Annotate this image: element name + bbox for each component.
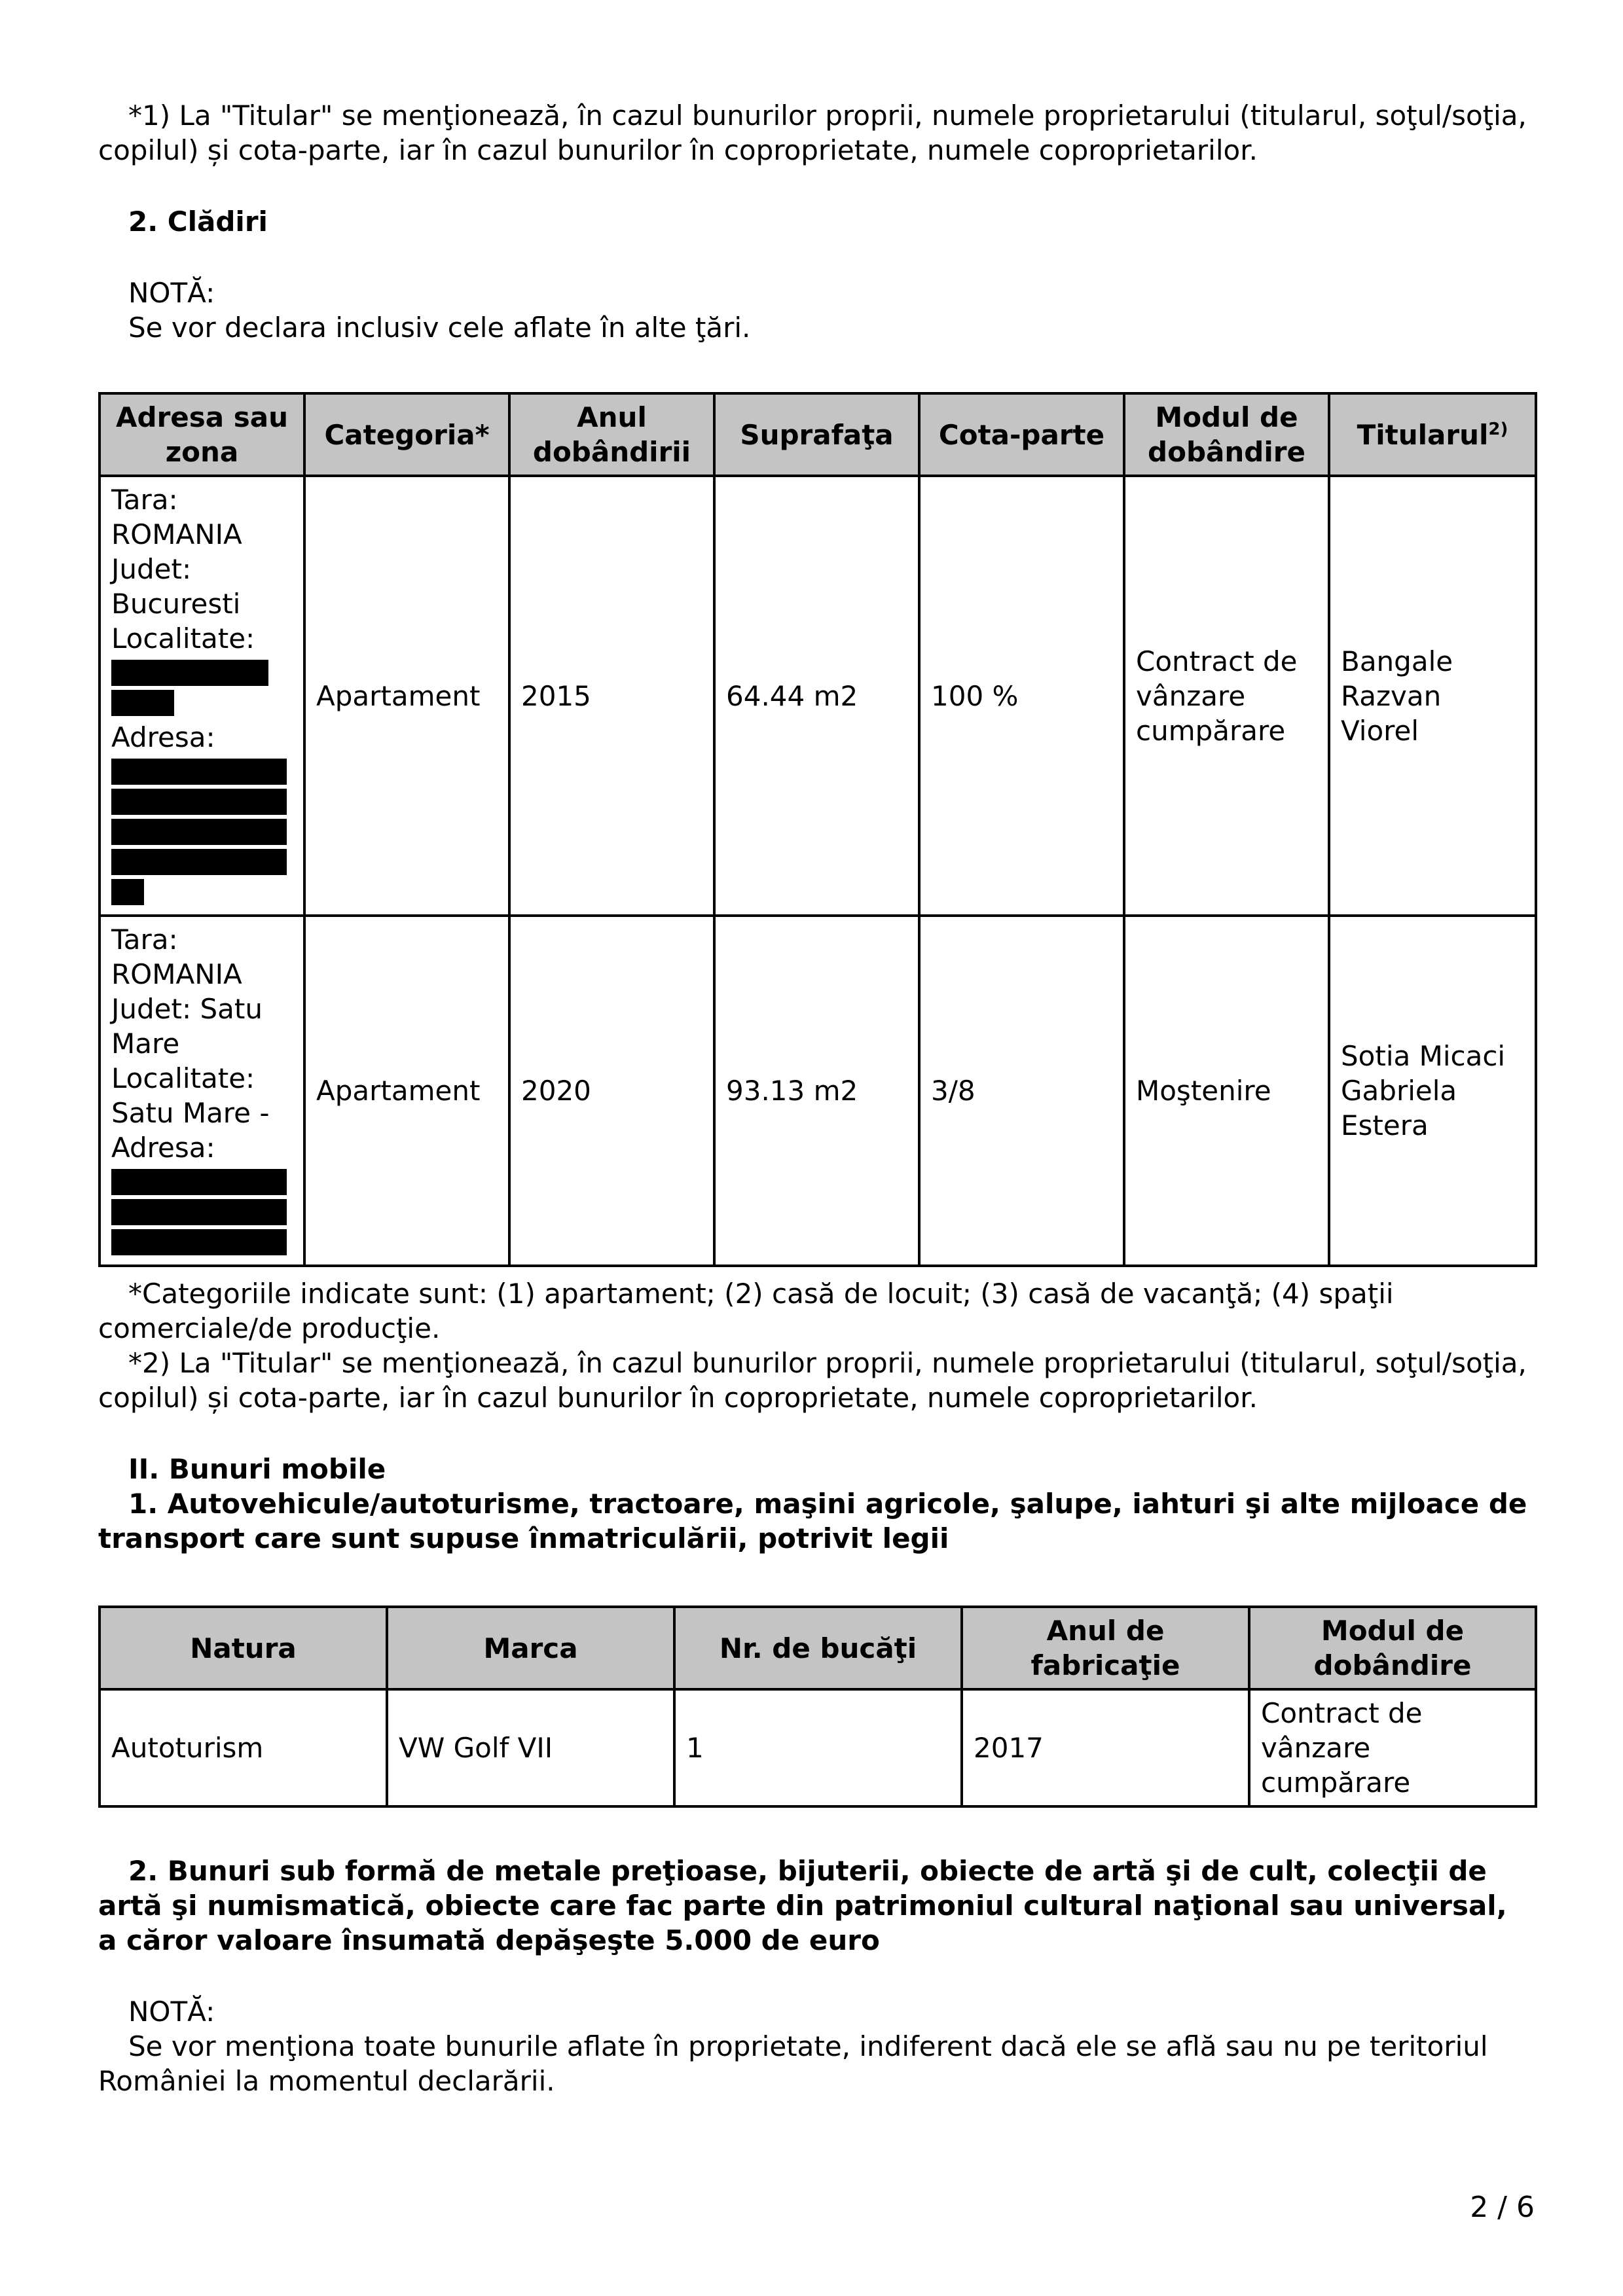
cell-anul: 2017 xyxy=(962,1689,1249,1806)
cell-cota: 3/8 xyxy=(919,916,1124,1266)
addr-line: Localitate: xyxy=(111,1062,255,1094)
table-header-row xyxy=(100,1607,1536,1689)
addr-line: Tara: xyxy=(111,924,178,956)
col-titular-label: Titularul xyxy=(1357,418,1489,451)
cell-anul: 2015 xyxy=(509,476,714,916)
col-marca: Marca xyxy=(387,1607,674,1689)
col-modul-dobandire: Modul de dobândire xyxy=(1249,1607,1536,1689)
col-natura: Natura xyxy=(100,1607,387,1689)
page-number: 2 / 6 xyxy=(1470,2191,1535,2224)
table-row xyxy=(100,476,1536,916)
nota-text: Se vor declara inclusiv cele aflate în alte ţări. xyxy=(128,312,751,344)
addr-line: ROMANIA xyxy=(111,518,242,550)
addr-line: Bucuresti xyxy=(111,588,241,620)
cell-titular: Bangale Razvan Viorel xyxy=(1329,476,1536,916)
section-heading-cladiri: 2. Clădiri xyxy=(128,206,268,238)
redaction-block xyxy=(111,849,287,875)
redaction-block xyxy=(111,660,268,686)
redaction-block xyxy=(111,1229,287,1255)
cell-categoria: Apartament xyxy=(304,476,509,916)
redaction-block xyxy=(111,1169,287,1195)
cell-cota: 100 % xyxy=(919,476,1124,916)
autovehicule-table xyxy=(98,1605,1537,1808)
addr-line: Localitate: xyxy=(111,622,255,655)
col-anul: Anul dobândirii xyxy=(509,393,714,476)
redaction-block xyxy=(111,789,287,815)
nota-label: NOTĂ: xyxy=(128,277,215,309)
col-titular-sup: 2) xyxy=(1488,419,1508,439)
cell-modul: Contract de vânzare cumpărare xyxy=(1124,476,1329,916)
cell-suprafata: 93.13 m2 xyxy=(714,916,919,1266)
table-row xyxy=(100,1689,1536,1806)
addr-line: Judet: xyxy=(111,553,192,585)
col-titular xyxy=(1329,393,1536,476)
cladiri-table xyxy=(98,392,1537,1267)
cell-suprafata: 64.44 m2 xyxy=(714,476,919,916)
document-page xyxy=(98,98,1535,2098)
subsection-bunuri-pretioase: 2. Bunuri sub formă de metale preţioase, bijuterii, obiecte de artă şi de cult, colecţii de artă şi numismatică, obiecte care fac parte din patrimoniul cultural naţional sau universal, a căror valoare însumată depăşeşte 5.000 de euro xyxy=(98,1855,1507,1956)
col-adresa: Adresa sau zona xyxy=(100,393,304,476)
footnote-categorii: *Categoriile indicate sunt: (1) apartament; (2) casă de locuit; (3) casă de vacanţă; (4) spaţii comerciale/de producţie. xyxy=(98,1278,1394,1344)
addr-line: ROMANIA xyxy=(111,958,242,990)
nota-label: NOTĂ: xyxy=(128,1996,215,2028)
col-suprafata: Suprafaţa xyxy=(714,393,919,476)
col-cota: Cota-parte xyxy=(919,393,1124,476)
cell-titular: Sotia Micaci Gabriela Estera xyxy=(1329,916,1536,1266)
redaction-block xyxy=(111,1199,287,1225)
cell-adresa xyxy=(100,476,304,916)
col-categoria: Categoria* xyxy=(304,393,509,476)
cell-natura: Autoturism xyxy=(100,1689,387,1806)
redaction-block xyxy=(111,690,174,716)
redaction-block xyxy=(111,819,287,845)
footnote-titular-1: *1) La "Titular" se menţionează, în cazul bunurilor proprii, numele proprietarului (titularul, soţul/soţia, copilul) și cota-parte, iar în cazul bunurilor în coproprietate, numele coproprietarilor. xyxy=(98,99,1527,166)
cell-anul: 2020 xyxy=(509,916,714,1266)
cell-nr: 1 xyxy=(674,1689,962,1806)
cell-modul: Contract de vânzare cumpărare xyxy=(1249,1689,1536,1806)
addr-line: Satu Mare - xyxy=(111,1097,270,1129)
addr-line: Judet: Satu Mare xyxy=(111,993,263,1060)
addr-line: Adresa: xyxy=(111,1132,215,1164)
redaction-block xyxy=(111,879,144,905)
cell-categoria: Apartament xyxy=(304,916,509,1266)
cell-marca: VW Golf VII xyxy=(387,1689,674,1806)
redaction-block xyxy=(111,759,287,785)
addr-line: Adresa: xyxy=(111,721,215,753)
section-heading-mobile: II. Bunuri mobile xyxy=(128,1453,386,1485)
addr-line: Tara: xyxy=(111,484,178,516)
cell-adresa xyxy=(100,916,304,1266)
table-header-row xyxy=(100,393,1536,476)
subsection-autovehicule: 1. Autovehicule/autoturisme, tractoare, maşini agricole, şalupe, iahturi şi alte mijloace de transport care sunt supuse înmatriculării, potrivit legii xyxy=(98,1488,1527,1554)
cell-modul: Moştenire xyxy=(1124,916,1329,1266)
table-row xyxy=(100,916,1536,1266)
col-nr-bucati: Nr. de bucăţi xyxy=(674,1607,962,1689)
footnote-titular-2: *2) La "Titular" se menţionează, în cazul bunurilor proprii, numele proprietarului (titularul, soţul/soţia, copilul) și cota-parte, iar în cazul bunurilor în coproprietate, numele coproprietarilor. xyxy=(98,1347,1527,1414)
col-anul-fabricatie: Anul de fabricaţie xyxy=(962,1607,1249,1689)
nota-text: Se vor menţiona toate bunurile aflate în proprietate, indiferent dacă ele se află sau nu pe teritoriul României la momentul declarării. xyxy=(98,2030,1488,2097)
col-modul: Modul de dobândire xyxy=(1124,393,1329,476)
